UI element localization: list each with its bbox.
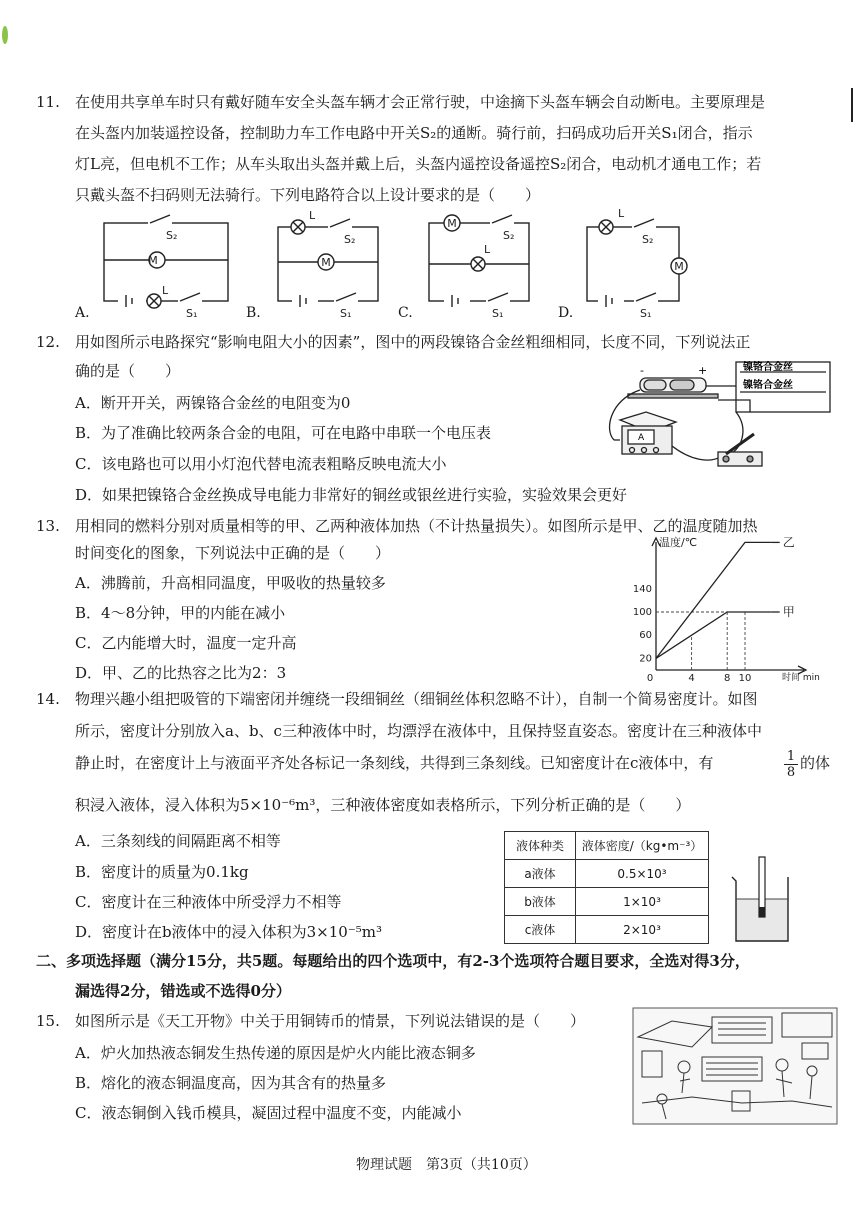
motor-symbol-c: M [447, 217, 457, 230]
q11-option-a-label: A. [75, 305, 90, 321]
margin-bar [851, 88, 853, 122]
q12-option-a: A．断开开关，两镍铬合金丝的电阻变为0 [75, 394, 351, 412]
s1-label-d: S₁ [640, 307, 652, 320]
ammeter-symbol: A [638, 433, 645, 443]
tiangong-kaiwu-illustration [632, 1007, 838, 1125]
q15-option-a: A．炉火加热液态铜发生热传递的原因是炉火内能比液态铜多 [75, 1044, 476, 1062]
y-tick-label: 100 [632, 607, 652, 618]
wire-label-1: 镍铬合金丝 [743, 362, 793, 373]
q14-line4: 积浸入液体，浸入体积为5×10⁻⁶m³，三种液体密度如表格所示，下列分析正确的是（ ） [75, 796, 691, 814]
q14-line3: 静止时，在密度计上与液面平齐处各标记一条刻线，共得到三条刻线。已知密度计在c液体中，有 [75, 754, 714, 772]
table-cell: 0.5×10³ [576, 860, 709, 888]
motor-symbol-a: M [148, 254, 158, 267]
copper-wire [759, 907, 765, 917]
q13-line1: 用相同的燃料分别对质量相等的甲、乙两种液体加热（不计热量损失）。如图所示是甲、乙的温度随加热 [75, 517, 758, 535]
wire-label-2: 镍铬合金丝 [743, 380, 793, 391]
q12-option-c: C．该电路也可以用小灯泡代替电流表粗略反映电流大小 [75, 455, 447, 473]
motor-symbol-d: M [674, 260, 684, 273]
q12-experiment-figure [600, 360, 836, 476]
q14-number: 14. [36, 690, 60, 708]
y-tick-label: 60 [639, 630, 652, 642]
table-cell: 1×10³ [576, 888, 709, 916]
section2-title-line2: 漏选得2分，错选或不选得0分） [75, 982, 291, 1000]
fraction-one-eighth [784, 749, 798, 780]
table-row [505, 860, 709, 888]
l-label-d: L [618, 207, 625, 220]
s1-label-a: S₁ [186, 307, 198, 320]
q15-number: 15. [36, 1012, 60, 1030]
table-cell: 2×10³ [576, 916, 709, 944]
q11-line1: 在使用共享单车时只有戴好随车安全头盔车辆才会正常行驶，中途摘下头盔车辆会自动断电。主要原理是 [75, 93, 766, 111]
s1-label-b: S₁ [340, 307, 352, 320]
q11-number: 11. [36, 93, 60, 111]
q15-line: 如图所示是《天工开物》中关于用铜铸币的情景，下列说法错误的是（ ） [75, 1012, 586, 1030]
series-line-1 [656, 542, 772, 658]
l-label-a: L [162, 284, 169, 297]
q11-circuits [0, 205, 860, 320]
y-tick-label: 140 [632, 583, 652, 595]
x-tick-label: 0 [646, 673, 654, 684]
q14-option-c: C．密度计在三种液体中所受浮力不相等 [75, 893, 342, 911]
circuit-d [587, 219, 687, 307]
green-leaf-mark [2, 26, 8, 44]
q12-option-b: B．为了准确比较两条合金的电阻，可在电路中串联一个电压表 [75, 424, 492, 442]
s2-label-b: S₂ [344, 233, 356, 246]
q13-option-b: B．4～8分钟，甲的内能在减小 [75, 604, 286, 622]
s2-label-d: S₂ [642, 233, 654, 246]
q12-number: 12. [36, 333, 60, 351]
q14-line3-end: 的体 [800, 754, 831, 772]
temperature-time-chart [626, 534, 836, 684]
q11-line3: 灯L亮，但电机不工作；从车头取出头盔并戴上后，头盔内遥控设备遥控S₂闭合，电动机才通电工作；若 [75, 155, 762, 173]
densimeter-beaker-figure [728, 855, 798, 945]
table-cell: c液体 [505, 916, 576, 944]
q11-line2: 在头盔内加装遥控设备，控制助力车工作电路中开关S₂的通断。骑行前，扫码成功后开关S₁闭合，指示 [75, 124, 753, 142]
q11-line4: 只戴头盔不扫码则无法骑行。下列电路符合以上设计要求的是（ ） [75, 186, 541, 204]
table-header-row [505, 832, 709, 860]
s2-label-a: S₂ [166, 229, 178, 242]
q14-option-b: B．密度计的质量为0.1kg [75, 863, 249, 881]
y-tick-label: 20 [639, 653, 652, 665]
series-label: 乙 [782, 535, 795, 550]
table-row [505, 916, 709, 944]
q14-option-d: D．密度计在b液体中的浸入体积为3×10⁻⁵m³ [75, 923, 382, 941]
series-label: 甲 [782, 605, 795, 619]
table-header: 液体种类 [505, 832, 576, 860]
q14-line1: 物理兴趣小组把吸管的下端密闭并缠绕一段细铜丝（细铜丝体积忽略不计），自制一个简易密度计。如图 [75, 690, 758, 708]
motor-symbol-b: M [321, 256, 331, 269]
x-tick-label: 4 [688, 673, 695, 684]
q12-line1: 用如图所示电路探究“影响电阻大小的因素”，图中的两段镍铬合金丝粗细相同，长度不同，下列说法正 [75, 333, 751, 351]
x-tick-label: 10 [738, 673, 752, 684]
l-label-c: L [484, 243, 491, 256]
q11-option-d-label: D. [558, 305, 574, 321]
q13-option-c: C．乙内能增大时，温度一定升高 [75, 634, 297, 652]
q13-option-d: D．甲、乙的比热容之比为2：3 [75, 664, 287, 682]
q12-option-d: D．如果把镍铬合金丝换成导电能力非常好的铜丝或银丝进行实验，实验效果会更好 [75, 486, 628, 504]
q14-line2: 所示，密度计分别放入a、b、c三种液体中时，均漂浮在液体中，且保持竖直姿态。密度计在三种液体中 [75, 722, 762, 740]
q15-option-c: C．液态铜倒入钱币模具，凝固过程中温度不变，内能减小 [75, 1104, 462, 1122]
y-axis-label: 温度/℃ [659, 536, 698, 549]
q11-option-b-label: B. [246, 305, 261, 321]
table-cell: a液体 [505, 860, 576, 888]
q14-option-a: A．三条刻线的间隔距离不相等 [75, 832, 281, 850]
page-footer: 物理试题 第3页（共10页） [356, 1157, 537, 1173]
x-tick-label: 8 [724, 673, 731, 684]
battery-plus: + [698, 364, 708, 377]
fraction-numerator: 1 [786, 749, 796, 764]
density-table [504, 831, 709, 944]
table-row [505, 888, 709, 916]
q13-number: 13. [36, 517, 60, 535]
section2-title-line1: 二、多项选择题（满分15分，共5题。每题给出的四个选项中，有2-3个选项符合题目要求，全选对得3分， [36, 952, 750, 970]
q15-option-b: B．熔化的液态铜温度高，因为其含有的热量多 [75, 1074, 387, 1092]
s1-label-c: S₁ [492, 307, 504, 320]
q12-line2: 确的是（ ） [75, 362, 181, 380]
table-cell: b液体 [505, 888, 576, 916]
l-label-b: L [309, 209, 316, 222]
fraction-denominator: 8 [784, 764, 798, 780]
battery-minus: - [640, 364, 644, 377]
s2-label-c: S₂ [503, 229, 515, 242]
q13-option-a: A．沸腾前，升高相同温度，甲吸收的热量较多 [75, 574, 386, 592]
x-axis-label: 时间 min [782, 673, 820, 683]
table-header: 液体密度/（kg•m⁻³） [576, 832, 709, 860]
q13-line2: 时间变化的图象，下列说法中正确的是（ ） [75, 544, 391, 562]
q11-option-c-label: C. [398, 305, 413, 321]
